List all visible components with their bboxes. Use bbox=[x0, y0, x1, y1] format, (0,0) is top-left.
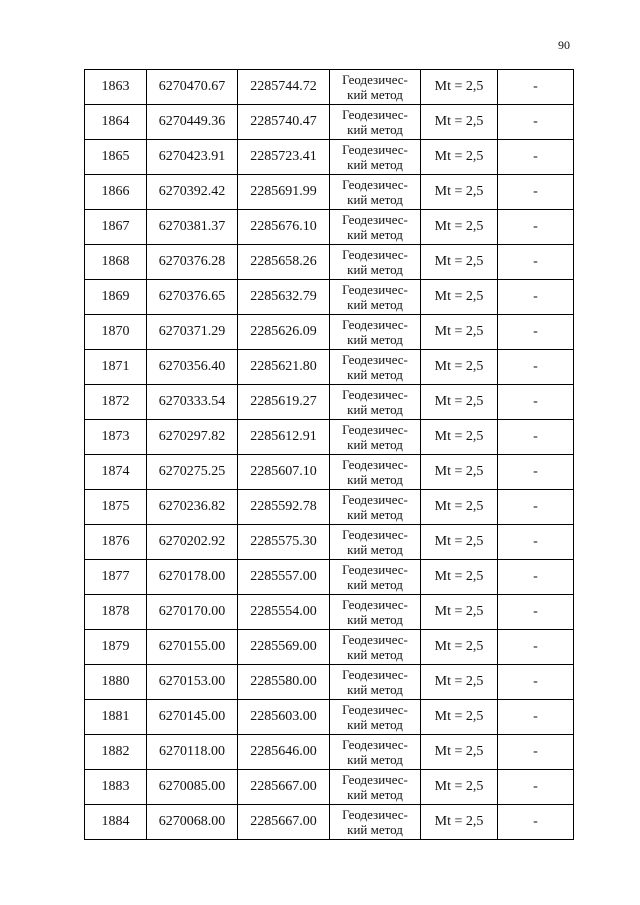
note-cell: - bbox=[498, 490, 574, 525]
accuracy-cell: Mt = 2,5 bbox=[421, 455, 498, 490]
x-coordinate-cell: 6270202.92 bbox=[147, 525, 238, 560]
method-cell bbox=[330, 210, 421, 245]
method-line-1: Геодезичес- bbox=[342, 772, 408, 787]
note-cell: - bbox=[498, 595, 574, 630]
method-cell bbox=[330, 140, 421, 175]
method-line-2: кий метод bbox=[347, 87, 403, 102]
x-coordinate-cell: 6270155.00 bbox=[147, 630, 238, 665]
method-line-2: кий метод bbox=[347, 297, 403, 312]
accuracy-cell: Mt = 2,5 bbox=[421, 525, 498, 560]
method-line-2: кий метод bbox=[347, 437, 403, 452]
y-coordinate-cell: 2285607.10 bbox=[238, 455, 330, 490]
method-line-2: кий метод bbox=[347, 787, 403, 802]
y-coordinate-cell: 2285691.99 bbox=[238, 175, 330, 210]
method-cell bbox=[330, 770, 421, 805]
table-row bbox=[85, 560, 574, 595]
method-line-2: кий метод bbox=[347, 332, 403, 347]
point-number-cell: 1880 bbox=[85, 665, 147, 700]
x-coordinate-cell: 6270449.36 bbox=[147, 105, 238, 140]
note-cell: - bbox=[498, 630, 574, 665]
note-cell: - bbox=[498, 280, 574, 315]
point-number-cell: 1876 bbox=[85, 525, 147, 560]
method-cell bbox=[330, 525, 421, 560]
accuracy-cell: Mt = 2,5 bbox=[421, 70, 498, 105]
note-cell: - bbox=[498, 700, 574, 735]
y-coordinate-cell: 2285723.41 bbox=[238, 140, 330, 175]
method-line-1: Геодезичес- bbox=[342, 597, 408, 612]
y-coordinate-cell: 2285575.30 bbox=[238, 525, 330, 560]
method-line-2: кий метод bbox=[347, 752, 403, 767]
method-line-2: кий метод bbox=[347, 402, 403, 417]
point-number-cell: 1864 bbox=[85, 105, 147, 140]
note-cell: - bbox=[498, 665, 574, 700]
point-number-cell: 1881 bbox=[85, 700, 147, 735]
note-cell: - bbox=[498, 315, 574, 350]
table-row bbox=[85, 700, 574, 735]
method-cell bbox=[330, 175, 421, 210]
method-cell bbox=[330, 280, 421, 315]
method-line-2: кий метод bbox=[347, 647, 403, 662]
x-coordinate-cell: 6270236.82 bbox=[147, 490, 238, 525]
accuracy-cell: Mt = 2,5 bbox=[421, 665, 498, 700]
point-number-cell: 1879 bbox=[85, 630, 147, 665]
method-cell bbox=[330, 385, 421, 420]
y-coordinate-cell: 2285744.72 bbox=[238, 70, 330, 105]
point-number-cell: 1867 bbox=[85, 210, 147, 245]
y-coordinate-cell: 2285626.09 bbox=[238, 315, 330, 350]
accuracy-cell: Mt = 2,5 bbox=[421, 385, 498, 420]
note-cell: - bbox=[498, 805, 574, 840]
method-line-1: Геодезичес- bbox=[342, 702, 408, 717]
x-coordinate-cell: 6270392.42 bbox=[147, 175, 238, 210]
y-coordinate-cell: 2285740.47 bbox=[238, 105, 330, 140]
y-coordinate-cell: 2285632.79 bbox=[238, 280, 330, 315]
point-number-cell: 1872 bbox=[85, 385, 147, 420]
x-coordinate-cell: 6270178.00 bbox=[147, 560, 238, 595]
x-coordinate-cell: 6270170.00 bbox=[147, 595, 238, 630]
table-row bbox=[85, 280, 574, 315]
point-number-cell: 1883 bbox=[85, 770, 147, 805]
method-line-2: кий метод bbox=[347, 612, 403, 627]
method-line-2: кий метод bbox=[347, 157, 403, 172]
x-coordinate-cell: 6270376.65 bbox=[147, 280, 238, 315]
note-cell: - bbox=[498, 735, 574, 770]
method-cell bbox=[330, 700, 421, 735]
table-row bbox=[85, 455, 574, 490]
accuracy-cell: Mt = 2,5 bbox=[421, 805, 498, 840]
method-line-2: кий метод bbox=[347, 192, 403, 207]
page-number: 90 bbox=[558, 38, 570, 52]
accuracy-cell: Mt = 2,5 bbox=[421, 630, 498, 665]
accuracy-cell: Mt = 2,5 bbox=[421, 735, 498, 770]
point-number-cell: 1874 bbox=[85, 455, 147, 490]
method-line-1: Геодезичес- bbox=[342, 107, 408, 122]
y-coordinate-cell: 2285557.00 bbox=[238, 560, 330, 595]
accuracy-cell: Mt = 2,5 bbox=[421, 140, 498, 175]
method-cell bbox=[330, 560, 421, 595]
method-line-2: кий метод bbox=[347, 822, 403, 837]
method-line-1: Геодезичес- bbox=[342, 457, 408, 472]
note-cell: - bbox=[498, 560, 574, 595]
point-number-cell: 1871 bbox=[85, 350, 147, 385]
note-cell: - bbox=[498, 210, 574, 245]
point-number-cell: 1875 bbox=[85, 490, 147, 525]
y-coordinate-cell: 2285621.80 bbox=[238, 350, 330, 385]
x-coordinate-cell: 6270371.29 bbox=[147, 315, 238, 350]
y-coordinate-cell: 2285592.78 bbox=[238, 490, 330, 525]
accuracy-cell: Mt = 2,5 bbox=[421, 560, 498, 595]
method-cell bbox=[330, 70, 421, 105]
table-row bbox=[85, 385, 574, 420]
note-cell: - bbox=[498, 525, 574, 560]
method-line-1: Геодезичес- bbox=[342, 562, 408, 577]
table-row bbox=[85, 630, 574, 665]
x-coordinate-cell: 6270145.00 bbox=[147, 700, 238, 735]
accuracy-cell: Mt = 2,5 bbox=[421, 210, 498, 245]
accuracy-cell: Mt = 2,5 bbox=[421, 770, 498, 805]
table-row bbox=[85, 805, 574, 840]
x-coordinate-cell: 6270297.82 bbox=[147, 420, 238, 455]
accuracy-cell: Mt = 2,5 bbox=[421, 490, 498, 525]
table-row bbox=[85, 665, 574, 700]
y-coordinate-cell: 2285612.91 bbox=[238, 420, 330, 455]
method-line-2: кий метод bbox=[347, 577, 403, 592]
method-line-1: Геодезичес- bbox=[342, 422, 408, 437]
method-line-1: Геодезичес- bbox=[342, 387, 408, 402]
accuracy-cell: Mt = 2,5 bbox=[421, 315, 498, 350]
method-line-2: кий метод bbox=[347, 682, 403, 697]
method-line-1: Геодезичес- bbox=[342, 212, 408, 227]
method-line-1: Геодезичес- bbox=[342, 492, 408, 507]
x-coordinate-cell: 6270376.28 bbox=[147, 245, 238, 280]
method-line-1: Геодезичес- bbox=[342, 72, 408, 87]
x-coordinate-cell: 6270153.00 bbox=[147, 665, 238, 700]
table-row bbox=[85, 175, 574, 210]
method-line-2: кий метод bbox=[347, 122, 403, 137]
point-number-cell: 1866 bbox=[85, 175, 147, 210]
coordinates-table bbox=[84, 69, 574, 840]
point-number-cell: 1882 bbox=[85, 735, 147, 770]
point-number-cell: 1868 bbox=[85, 245, 147, 280]
table-row bbox=[85, 770, 574, 805]
x-coordinate-cell: 6270118.00 bbox=[147, 735, 238, 770]
point-number-cell: 1870 bbox=[85, 315, 147, 350]
table-row bbox=[85, 140, 574, 175]
method-cell bbox=[330, 245, 421, 280]
y-coordinate-cell: 2285667.00 bbox=[238, 805, 330, 840]
point-number-cell: 1878 bbox=[85, 595, 147, 630]
accuracy-cell: Mt = 2,5 bbox=[421, 420, 498, 455]
method-line-1: Геодезичес- bbox=[342, 667, 408, 682]
method-line-1: Геодезичес- bbox=[342, 177, 408, 192]
method-cell bbox=[330, 420, 421, 455]
table-row bbox=[85, 735, 574, 770]
note-cell: - bbox=[498, 70, 574, 105]
point-number-cell: 1865 bbox=[85, 140, 147, 175]
method-cell bbox=[330, 350, 421, 385]
x-coordinate-cell: 6270085.00 bbox=[147, 770, 238, 805]
accuracy-cell: Mt = 2,5 bbox=[421, 595, 498, 630]
method-line-2: кий метод bbox=[347, 472, 403, 487]
method-line-1: Геодезичес- bbox=[342, 317, 408, 332]
y-coordinate-cell: 2285619.27 bbox=[238, 385, 330, 420]
point-number-cell: 1863 bbox=[85, 70, 147, 105]
x-coordinate-cell: 6270333.54 bbox=[147, 385, 238, 420]
method-line-1: Геодезичес- bbox=[342, 142, 408, 157]
note-cell: - bbox=[498, 455, 574, 490]
y-coordinate-cell: 2285569.00 bbox=[238, 630, 330, 665]
note-cell: - bbox=[498, 245, 574, 280]
accuracy-cell: Mt = 2,5 bbox=[421, 280, 498, 315]
y-coordinate-cell: 2285603.00 bbox=[238, 700, 330, 735]
table-row bbox=[85, 595, 574, 630]
accuracy-cell: Mt = 2,5 bbox=[421, 700, 498, 735]
method-cell bbox=[330, 735, 421, 770]
table-row bbox=[85, 210, 574, 245]
table-row bbox=[85, 245, 574, 280]
table-row bbox=[85, 350, 574, 385]
x-coordinate-cell: 6270068.00 bbox=[147, 805, 238, 840]
table-row bbox=[85, 105, 574, 140]
accuracy-cell: Mt = 2,5 bbox=[421, 245, 498, 280]
method-cell bbox=[330, 665, 421, 700]
note-cell: - bbox=[498, 770, 574, 805]
note-cell: - bbox=[498, 140, 574, 175]
y-coordinate-cell: 2285658.26 bbox=[238, 245, 330, 280]
coordinates-table-body bbox=[85, 70, 574, 840]
table-row bbox=[85, 70, 574, 105]
method-cell bbox=[330, 595, 421, 630]
point-number-cell: 1873 bbox=[85, 420, 147, 455]
method-cell bbox=[330, 490, 421, 525]
method-cell bbox=[330, 315, 421, 350]
y-coordinate-cell: 2285667.00 bbox=[238, 770, 330, 805]
method-cell bbox=[330, 105, 421, 140]
method-line-2: кий метод bbox=[347, 262, 403, 277]
x-coordinate-cell: 6270381.37 bbox=[147, 210, 238, 245]
method-line-2: кий метод bbox=[347, 367, 403, 382]
note-cell: - bbox=[498, 175, 574, 210]
accuracy-cell: Mt = 2,5 bbox=[421, 350, 498, 385]
note-cell: - bbox=[498, 350, 574, 385]
table-row bbox=[85, 525, 574, 560]
method-line-2: кий метод bbox=[347, 542, 403, 557]
table-row bbox=[85, 315, 574, 350]
point-number-cell: 1869 bbox=[85, 280, 147, 315]
table-row bbox=[85, 490, 574, 525]
method-cell bbox=[330, 630, 421, 665]
y-coordinate-cell: 2285580.00 bbox=[238, 665, 330, 700]
y-coordinate-cell: 2285554.00 bbox=[238, 595, 330, 630]
x-coordinate-cell: 6270356.40 bbox=[147, 350, 238, 385]
method-cell bbox=[330, 455, 421, 490]
y-coordinate-cell: 2285676.10 bbox=[238, 210, 330, 245]
method-line-1: Геодезичес- bbox=[342, 632, 408, 647]
note-cell: - bbox=[498, 105, 574, 140]
method-line-1: Геодезичес- bbox=[342, 807, 408, 822]
point-number-cell: 1877 bbox=[85, 560, 147, 595]
method-line-1: Геодезичес- bbox=[342, 352, 408, 367]
x-coordinate-cell: 6270275.25 bbox=[147, 455, 238, 490]
note-cell: - bbox=[498, 385, 574, 420]
note-cell: - bbox=[498, 420, 574, 455]
method-line-1: Геодезичес- bbox=[342, 247, 408, 262]
method-line-1: Геодезичес- bbox=[342, 282, 408, 297]
method-line-1: Геодезичес- bbox=[342, 527, 408, 542]
method-line-1: Геодезичес- bbox=[342, 737, 408, 752]
y-coordinate-cell: 2285646.00 bbox=[238, 735, 330, 770]
x-coordinate-cell: 6270470.67 bbox=[147, 70, 238, 105]
point-number-cell: 1884 bbox=[85, 805, 147, 840]
method-line-2: кий метод bbox=[347, 717, 403, 732]
method-line-2: кий метод bbox=[347, 227, 403, 242]
table-row bbox=[85, 420, 574, 455]
method-line-2: кий метод bbox=[347, 507, 403, 522]
method-cell bbox=[330, 805, 421, 840]
x-coordinate-cell: 6270423.91 bbox=[147, 140, 238, 175]
accuracy-cell: Mt = 2,5 bbox=[421, 105, 498, 140]
accuracy-cell: Mt = 2,5 bbox=[421, 175, 498, 210]
